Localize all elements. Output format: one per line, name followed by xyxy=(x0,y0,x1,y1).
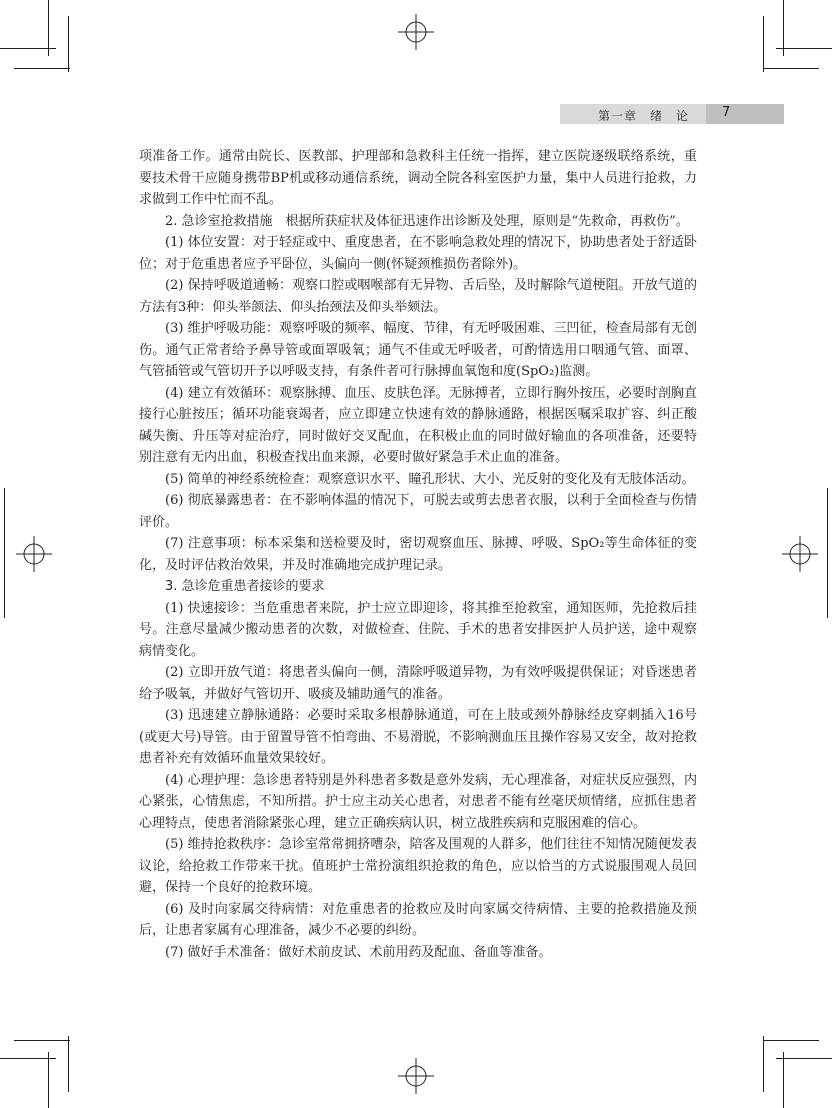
registration-mark-icon xyxy=(16,536,52,572)
crop-mark xyxy=(0,1058,56,1059)
registration-mark-icon xyxy=(782,536,818,572)
crop-mark xyxy=(14,1040,70,1041)
registration-mark-icon xyxy=(398,1058,434,1094)
crop-mark xyxy=(68,1036,69,1092)
paragraph: (5) 简单的神经系统检查：观察意识水平、瞳孔形状、大小、光反射的变化及有无肢体活动。 xyxy=(165,471,695,487)
registration-mark-icon xyxy=(398,14,434,50)
chapter-title: 第一章 绪 论 xyxy=(598,109,690,123)
paragraph: (4) 建立有效循环：观察脉搏、血压、皮肤色泽。无脉搏者，立即行胸外按压，必要时剖胸直接行心脏按压；循环功能衰竭者，应立即建立快速有效的静脉通路，根据医嘱采取扩容、纠正酸碱失衡、升压等对症治疗，同时做好交叉配血，在积极止血的同时做好输血的各项准备，还要特别注意有无内出血，积极查找出血来源，必要时做好紧急手术止血的准备。 xyxy=(139,385,697,465)
crop-mark xyxy=(4,488,5,618)
crop-mark xyxy=(48,1052,49,1108)
paragraph: (6) 彻底暴露患者：在不影响体温的情况下，可脱去或剪去患者衣服，以利于全面检查与伤情评价。 xyxy=(139,493,697,530)
crop-mark xyxy=(763,1040,819,1041)
paragraph: (2) 立即开放气道：将患者头偏向一侧，清除呼吸道异物，为有效呼吸提供保证；对昏迷患者给予吸氧，并做好气管切开、吸痰及辅助通气的准备。 xyxy=(139,665,697,702)
crop-mark xyxy=(783,1052,784,1108)
section-heading: 3. 急诊危重患者接诊的要求 xyxy=(165,579,325,594)
paragraph: (7) 做好手术准备：做好术前皮试、术前用药及配血、备血等准备。 xyxy=(165,944,552,960)
crop-mark xyxy=(763,68,819,69)
paragraph: 项准备工作。通常由院长、医教部、护理部和急救科主任统一指挥，建立医院逐级联络系统，重要技术骨干应随身携带BP机或移动通信系统，调动全院各科室医护力量，集中人员进行抢救，力求做到工作中忙而不乱。 xyxy=(139,149,697,207)
paragraph: (3) 迅速建立静脉通路：必要时采取多根静脉通道，可在上肢或颈外静脉经皮穿刺插入16号(或更大号)导管。由于留置导管不怕弯曲、不易滑脱，不影响测血压且操作容易又安全，故对抢救患者补充有效循环血量效果较好。 xyxy=(139,708,697,766)
crop-mark xyxy=(68,16,69,72)
paragraph: (1) 体位安置：对于轻症或中、重度患者，在不影响急救处理的情况下，协助患者处于舒适卧位；对于危重患者应予平卧位，头偏向一侧(怀疑颈椎损伤者除外)。 xyxy=(139,235,697,272)
page-number: 7 xyxy=(722,105,731,120)
crop-mark xyxy=(827,488,828,618)
crop-mark xyxy=(763,16,764,72)
paragraph: (6) 及时向家属交待病情：对危重患者的抢救应及时向家属交待病情、主要的抢救措施及预后，让患者家属有心理准备，减少不必要的纠纷。 xyxy=(139,901,697,938)
crop-mark xyxy=(14,68,70,69)
paragraph: (4) 心理护理：急诊患者特别是外科患者多数是意外发病，无心理准备，对症状反应强烈，内心紧张，心情焦虑，不知所措。护士应主动关心患者，对患者不能有丝毫厌烦情绪，应抓住患者心理特点，使患者消除紧张心理，建立正确疾病认识，树立战胜疾病和克服困难的信心。 xyxy=(139,772,697,831)
page-number-box xyxy=(706,104,784,124)
body-text xyxy=(139,146,697,963)
crop-mark xyxy=(763,1036,764,1092)
paragraph: (5) 维持抢救秩序：急诊室常常拥挤嘈杂，陪客及围观的人群多，他们往往不知情况随便发表议论，给抢救工作带来干扰。值班护士常扮演组织抢救的角色，应以恰当的方式说服围观人员回避，保持一个良好的抢救环境。 xyxy=(139,837,697,895)
paragraph: (2) 保持呼吸道通畅：观察口腔或咽喉部有无异物、舌后坠，及时解除气道梗阻。开放气道的方法有3种：仰头举颌法、仰头抬颈法及仰头举颏法。 xyxy=(139,278,697,315)
crop-mark xyxy=(776,1058,832,1059)
crop-mark xyxy=(0,48,56,49)
paragraph: (3) 维护呼吸功能：观察呼吸的频率、幅度、节律，有无呼吸困难、三凹征，检查局部有无创伤。通气正常者给予鼻导管或面罩吸氧；通气不佳或无呼吸者，可酌情选用口咽通气管、面罩、气管插管或气管切开予以呼吸支持，有条件者可行脉搏血氧饱和度(SpO₂)监测。 xyxy=(139,321,697,379)
paragraph: (7) 注意事项：标本采集和送检要及时，密切观察血压、脉搏、呼吸、SpO₂等生命体征的变化，及时评估救治效果，并及时准确地完成护理记录。 xyxy=(139,536,697,573)
crop-mark xyxy=(776,48,832,49)
paragraph: (1) 快速接诊：当危重患者来院，护士应立即迎诊，将其推至抢救室，通知医师，先抢救后挂号。注意尽量减少搬动患者的次数，对做检查、住院、手术的患者安排医护人员护送，途中观察病情变化。 xyxy=(139,600,697,659)
section-heading: 2. 急诊室抢救措施 根据所获症状及体征迅速作出诊断及处理，原则是“先救命，再救伤”。 xyxy=(165,213,689,229)
